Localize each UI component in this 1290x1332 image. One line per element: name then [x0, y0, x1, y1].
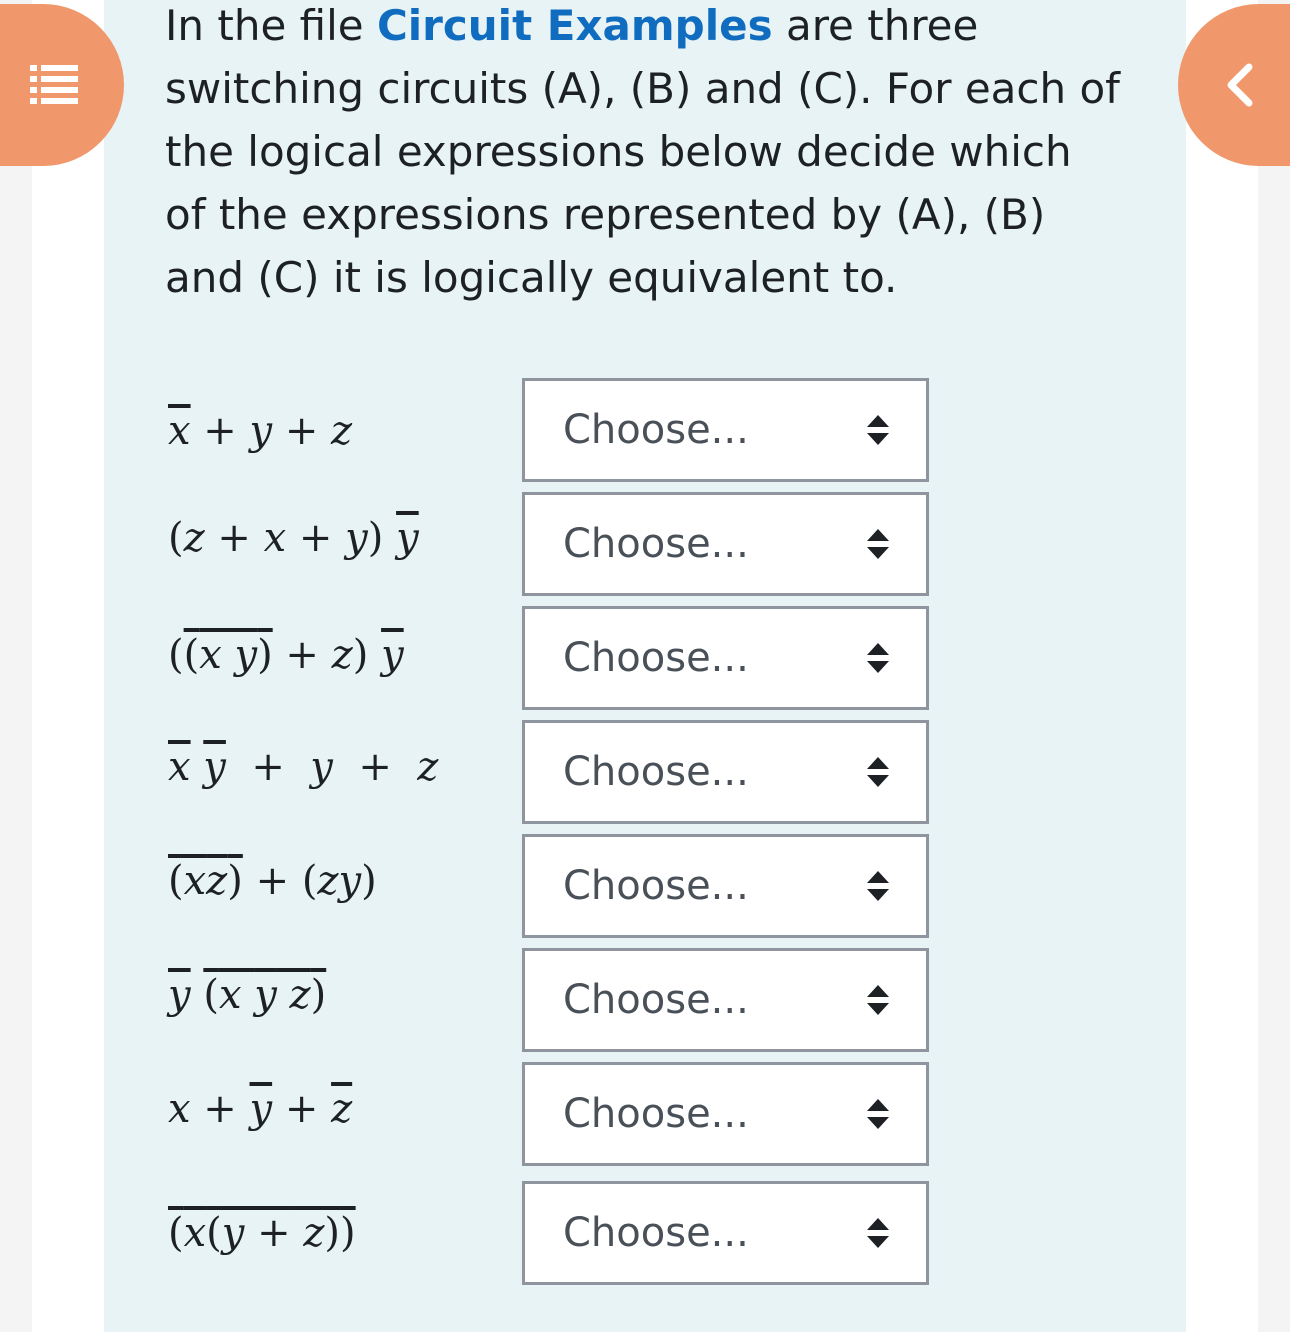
answer-select-7[interactable]: [522, 1062, 929, 1166]
question-text: [165, 0, 1125, 309]
sort-caret-icon: [866, 641, 890, 675]
expression-6: $\overline{y}$ (x y z): [168, 972, 327, 1018]
answer-select-6[interactable]: [522, 948, 929, 1052]
answer-select-1[interactable]: [522, 378, 929, 482]
sort-caret-icon: [866, 413, 890, 447]
sort-caret-icon: [866, 983, 890, 1017]
expression-5: (xz) + (zy): [168, 858, 377, 904]
select-value: Choose...: [563, 749, 749, 795]
answer-select-4[interactable]: [522, 720, 929, 824]
answer-select-3[interactable]: [522, 606, 929, 710]
list-icon: [30, 65, 78, 105]
sort-caret-icon: [866, 1216, 890, 1250]
answer-select-8[interactable]: [522, 1181, 929, 1285]
select-value: Choose...: [563, 635, 749, 681]
sort-caret-icon: [866, 527, 890, 561]
sort-caret-icon: [866, 1097, 890, 1131]
expression-3: ((x y) + z) $\overline{y}$: [168, 632, 404, 678]
select-value: Choose...: [563, 977, 749, 1023]
sort-caret-icon: [866, 755, 890, 789]
question-intro: In the file: [165, 1, 377, 50]
select-value: Choose...: [563, 863, 749, 909]
chevron-left-icon: [1224, 63, 1254, 107]
expression-7: $x + \overline{y} + \overline{z}$: [168, 1086, 353, 1132]
circuit-examples-link[interactable]: Circuit Examples: [376, 1, 773, 50]
answer-select-2[interactable]: [522, 492, 929, 596]
select-value: Choose...: [563, 521, 749, 567]
answer-select-5[interactable]: [522, 834, 929, 938]
select-value: Choose...: [563, 1091, 749, 1137]
expression-8: (x(y + z)): [168, 1210, 356, 1256]
expression-4: $\overline{x}$ $\overline{y} + y + z$: [168, 744, 439, 790]
question-rest: are three switching circuits (A), (B) and (C). For each of the logical expressions below decide which of the expressions represented by (A), (B) and (C) it is logically equivalent to.: [165, 1, 1120, 302]
sort-caret-icon: [866, 869, 890, 903]
select-value: Choose...: [563, 1210, 749, 1256]
expression-1: $\overline{x} + y + z$: [168, 408, 353, 454]
select-value: Choose...: [563, 407, 749, 453]
expression-2: (z + x + y) $\overline{y}$: [168, 515, 419, 561]
